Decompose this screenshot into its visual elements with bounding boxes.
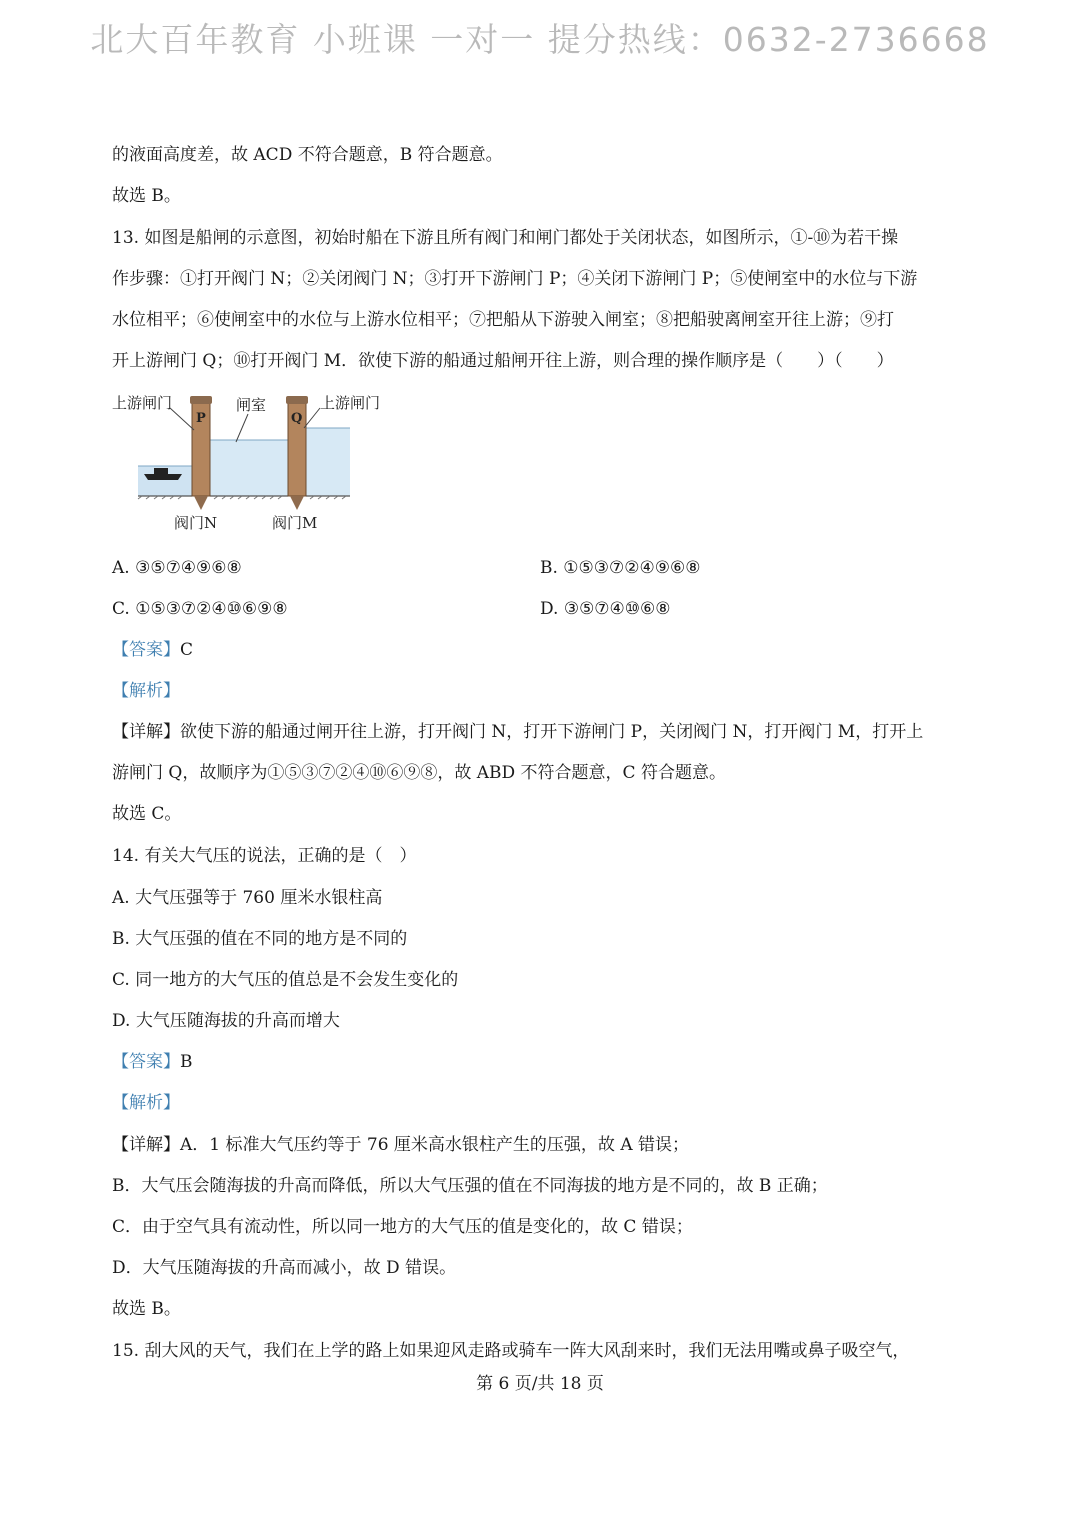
chamber-water bbox=[208, 440, 290, 496]
gate-p-tip bbox=[194, 496, 208, 510]
watermark-hotline: 北大百年教育 小班课 一对一 提分热线：0632-2736668 bbox=[90, 20, 990, 59]
option-d: D. ③⑤⑦④⑩⑥⑧ bbox=[540, 599, 671, 619]
detail-text: 欲使下游的船通过闸开往上游，打开阀门 N，打开下游闸门 P，关闭阀门 N，打开阀门 M，打开上 bbox=[180, 722, 924, 742]
question-15-stem: 15. 刮大风的天气，我们在上学的路上如果迎风走路或骑车一阵大风刮来时，我们无法用嘴或鼻子吸空气， bbox=[112, 1341, 910, 1361]
detail-text: 游闸门 Q，故顺序为①⑤③⑦②④⑩⑥⑨⑧，故 ABD 不符合题意，C 符合题意。 bbox=[112, 763, 726, 783]
question-13-stem: 作步骤：①打开阀门 N；②关闭阀门 N；③打开下游闸门 P；④关闭下游闸门 P；⑤使闸室中的水位与下游 bbox=[112, 269, 918, 289]
answer-tag: 【答案】 bbox=[112, 1052, 180, 1072]
q14-option-b: B. 大气压强的值在不同的地方是不同的 bbox=[112, 929, 408, 949]
answer-value: B bbox=[180, 1052, 193, 1072]
analysis-tag: 【解析】 bbox=[112, 1093, 180, 1113]
q14-option-c: C. 同一地方的大气压的值总是不会发生变化的 bbox=[112, 970, 459, 990]
page-number: 第 6 页/共 18 页 bbox=[476, 1374, 604, 1394]
gate-p-cap bbox=[190, 396, 212, 404]
detail-row bbox=[112, 1133, 689, 1157]
option-a: A. ③⑤⑦④⑨⑥⑧ bbox=[112, 558, 242, 578]
q14-option-a: A. 大气压强等于 760 厘米水银柱高 bbox=[112, 888, 383, 908]
leader-line bbox=[170, 408, 194, 430]
q14-option-d: D. 大气压随海拔的升高而增大 bbox=[112, 1011, 340, 1031]
label-upstream-gate-right: 上游闸门 bbox=[320, 394, 381, 412]
conclusion: 故选 B。 bbox=[112, 1299, 181, 1319]
question-14-stem: 14. 有关大气压的说法，正确的是（ ） bbox=[112, 846, 417, 866]
label-gate-q: Q bbox=[291, 411, 303, 426]
label-valve-m: 阀门M bbox=[272, 514, 318, 532]
gate-q-cap bbox=[286, 396, 308, 404]
question-13-stem: 开上游闸门 Q；⑩打开阀门 M．欲使下游的船通过船闸开往上游，则合理的操作顺序是（ ）（ ） bbox=[112, 351, 894, 371]
label-valve-n: 阀门N bbox=[174, 514, 218, 532]
label-upstream-gate-left: 上游闸门 bbox=[112, 394, 173, 412]
detail-text: B．大气压会随海拔的升高而降低，所以大气压强的值在不同海拔的地方是不同的，故 B 正确； bbox=[112, 1176, 828, 1196]
question-13-stem: 水位相平；⑥使闸室中的水位与上游水位相平；⑦把船从下游驶入闸室；⑧把船驶离闸室开往上游；⑨打 bbox=[112, 310, 894, 330]
gate-q-tip bbox=[290, 496, 304, 510]
leader-line bbox=[236, 414, 248, 442]
answer-value: C bbox=[180, 640, 194, 660]
text-line: 的液面高度差，故 ACD 不符合题意，B 符合题意。 bbox=[112, 145, 503, 165]
detail-text: A．1 标准大气压约等于 76 厘米高水银柱产生的压强，故 A 错误； bbox=[180, 1135, 690, 1155]
answer-row bbox=[112, 1050, 193, 1074]
detail-tag: 【详解】 bbox=[112, 1135, 180, 1155]
question-13-stem: 13. 如图是船闸的示意图，初始时船在下游且所有阀门和闸门都处于关闭状态，如图所示，①-⑩为若干操 bbox=[112, 228, 899, 248]
ship-lock-diagram bbox=[108, 388, 398, 538]
option-b: B. ①⑤③⑦②④⑨⑥⑧ bbox=[540, 558, 701, 578]
ship-icon bbox=[144, 474, 182, 480]
ship-cabin-icon bbox=[154, 468, 168, 474]
answer-row bbox=[112, 638, 193, 662]
detail-text: D．大气压随海拔的升高而减小，故 D 错误。 bbox=[112, 1258, 457, 1278]
detail-tag: 【详解】 bbox=[112, 722, 180, 742]
option-c: C. ①⑤③⑦②④⑩⑥⑨⑧ bbox=[112, 599, 288, 619]
detail-row bbox=[112, 720, 923, 744]
analysis-tag: 【解析】 bbox=[112, 681, 180, 701]
upstream-water bbox=[304, 428, 350, 496]
text-line: 故选 B。 bbox=[112, 186, 181, 206]
label-gate-p: P bbox=[196, 411, 206, 426]
ship-lock-figure bbox=[108, 388, 398, 538]
conclusion: 故选 C。 bbox=[112, 804, 182, 824]
detail-text: C．由于空气具有流动性，所以同一地方的大气压的值是变化的，故 C 错误； bbox=[112, 1217, 693, 1237]
label-lock-chamber: 闸室 bbox=[236, 396, 267, 414]
answer-tag: 【答案】 bbox=[112, 640, 180, 660]
